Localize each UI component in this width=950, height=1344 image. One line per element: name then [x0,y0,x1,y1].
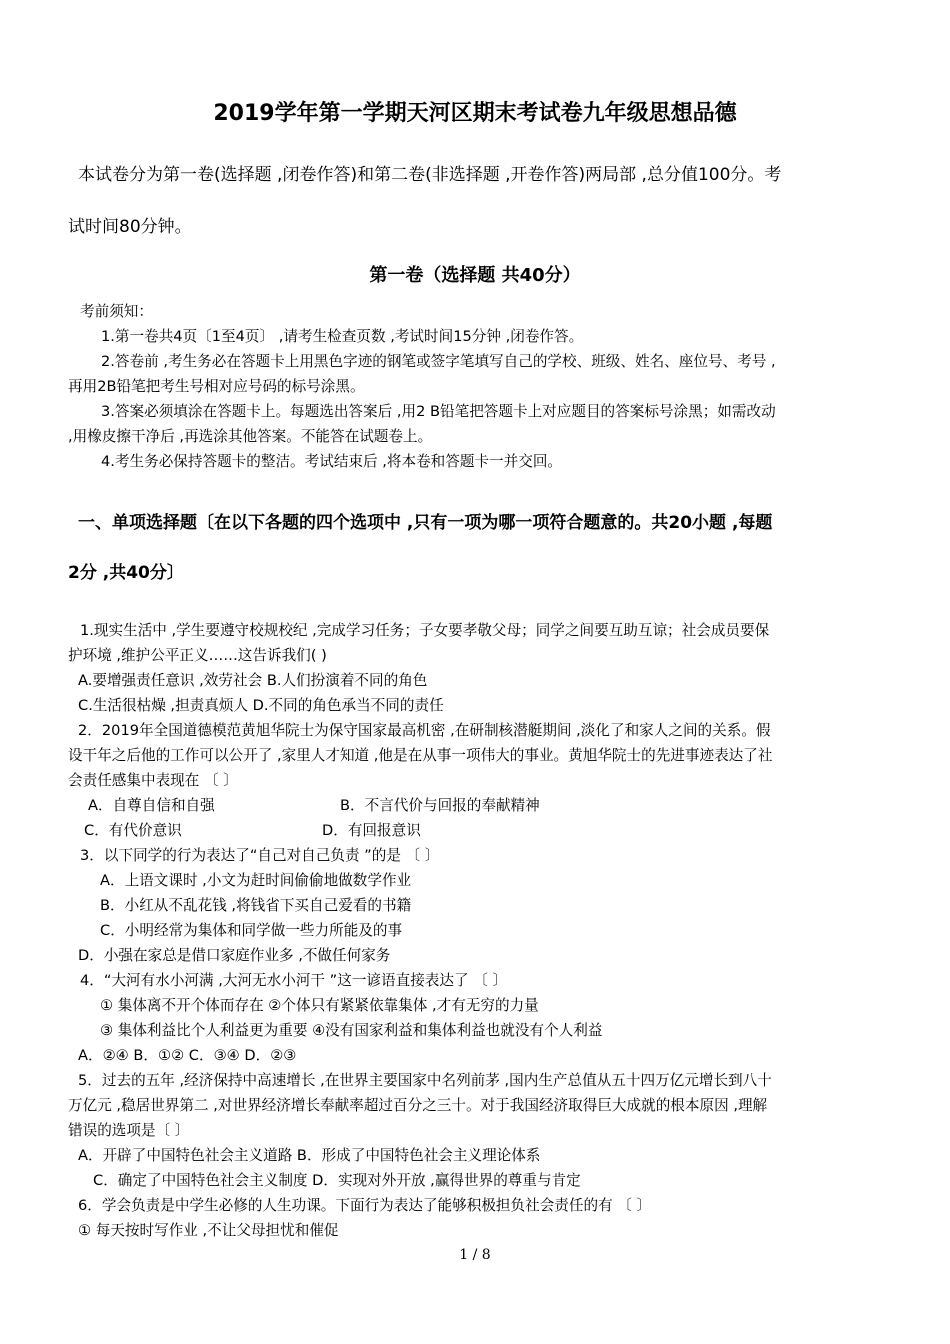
question-line: 护环境 ,维护公平正义……这告诉我们( ) [68,647,327,664]
notice-line: 再用2B铅笔把考生号相对应号码的标号涂黑。 [68,378,365,395]
notice-line: 2.答卷前 ,考生务必在答题卡上用黑色字迹的钢笔或签字笔填写自己的学校、班级、姓名、座位号、考号 , [101,353,776,370]
question-line: 设干年之后他的工作可以公开了 ,家里人才知道 ,他是在从事一项伟大的事业。黄旭华院士的先进事迹表达了社 [68,747,773,764]
question-line: 6．学会负责是中学生必修的人生功课。下面行为表达了能够积极担负社会责任的有 〔 〕 [78,1197,652,1214]
notice-line: ,用橡皮擦干净后 ,再选涂其他答案。不能答在试题卷上。 [68,428,433,445]
question-option: A．上语文课时 ,小文为赶时间偷偷地做数学作业 [100,872,412,889]
part1-title-line-2: 2分 ,共40分〕 [68,563,184,583]
question-line: 4．“大河有水小河满 ,大河无水小河干 ”这一谚语直接表达了 〔 〕 [80,972,508,989]
question-statement: ① 集体离不开个体而存在 ②个体只有紧紧依靠集体 ,才有无穷的力量 [100,997,539,1014]
part1-title-line-1: 一、单项选择题〔在以下各题的四个选项中 ,只有一项为哪一项符合题意的。共20小题 ,每题 [78,513,773,533]
notice-line: 1.第一卷共4页〔1至4页〕 ,请考生检查页数 ,考试时间15分钟 ,闭卷作答。 [101,328,584,345]
question-statement: ① 每天按时写作业 ,不让父母担忧和催促 [78,1222,339,1239]
question-option: C．确定了中国特色社会主义制度 D．实现对外开放 ,赢得世界的尊重与肯定 [93,1172,581,1189]
question-option: C．有代价意识 [84,822,182,839]
question-option: A.要增强责任意识 ,效劳社会 B.人们扮演着不同的角色 [78,672,428,689]
question-option: A．开辟了中国特色社会主义道路 B．形成了中国特色社会主义理论体系 [78,1147,541,1164]
question-option: A．自尊自信和自强 [88,797,215,814]
question-statement: ③ 集体利益比个人利益更为重要 ④没有国家利益和集体利益也就没有个人利益 [100,1022,603,1039]
question-line: 错误的选项是〔 〕 [68,1122,190,1139]
question-option: C.生活很枯燥 ,担责真烦人 D.不同的角色承当不同的责任 [78,697,444,714]
page-title: 2019学年第一学期天河区期末考试卷九年级思想品德 [213,101,737,126]
question-option: B．不言代价与回报的奉献精神 [340,797,540,814]
question-line: 1.现实生活中 ,学生要遵守校规校纪 ,完成学习任务；子女要孝敬父母；同学之间要互助互谅；社会成员要保 [80,622,770,639]
notice-line: 3.答案必须填涂在答题卡上。每题选出答案后 ,用2 B铅笔把答题卡上对应题目的答案标号涂黑；如需改动 [101,403,776,420]
question-line: 2．2019年全国道德模范黄旭华院士为保守国家最高机密 ,在研制核潜艇期间 ,淡化了和家人之间的关系。假 [78,722,771,739]
question-option: D．有回报意识 [322,822,421,839]
question-line: 会责任感集中表现在 〔 〕 [68,772,238,789]
question-line: 5．过去的五年 ,经济保持中高速增长 ,在世界主要国家中名列前茅 ,国内生产总值从五十四万亿元增长到八十 [78,1072,772,1089]
question-line: 3．以下同学的行为表达了“自己对自己负责 ”的是 〔 〕 [80,847,440,864]
section-title: 第一卷（选择题 共40分） [369,265,581,286]
notice-line: 4.考生务必保持答题卡的整洁。考试结束后 ,将本卷和答题卡一并交回。 [101,453,563,470]
intro-line-2: 试时间80分钟。 [68,217,192,237]
question-option: D．小强在家总是借口家庭作业多 ,不做任何家务 [78,947,391,964]
page-number: 1 / 8 [459,1247,491,1263]
notice-heading: 考前须知： [80,303,153,320]
intro-line-1: 本试卷分为第一卷(选择题 ,闭卷作答)和第二卷(非选择题 ,开卷作答)两局部 ,总分值100分。考 [78,165,782,185]
question-line: 万亿元 ,稳居世界第二 ,对世界经济增长奉献率超过百分之三十。对于我国经济取得巨大成就的根本原因 ,理解 [68,1097,768,1114]
question-option: B．小红从不乱花钱 ,将钱省下买自己爱看的书籍 [100,897,412,914]
question-option: C．小明经常为集体和同学做一些力所能及的事 [100,922,403,939]
question-option: A．②④ B．①② C．③④ D．②③ [78,1047,297,1064]
